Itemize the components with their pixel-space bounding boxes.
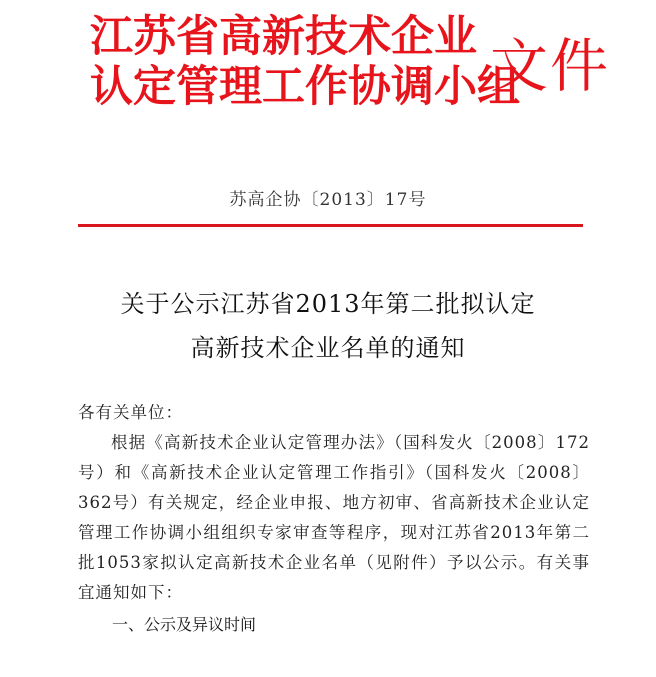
section-heading: 一、公示及异议时间 — [112, 615, 257, 634]
issuing-organization — [90, 12, 520, 112]
notice-body — [78, 398, 590, 640]
letterhead — [90, 12, 610, 122]
document-number: 苏高企协〔2013〕17号 — [229, 190, 427, 210]
org-name-line-1: 江苏省高新技术企业 — [90, 12, 477, 62]
body-paragraph: 根据《高新技术企业认定管理办法》（国科发火〔2008〕172号）和《高新技术企业认定管理工作指引》（国科发火〔2008〕362号）有关规定，经企业申报、地方初审、省高新技术企业认定管理工作协调小组组织专家审查等程序，现对江苏省2013年第二批1053家拟认定高新技术企业名单（见附件）予以公示。有关事宜通知如下： — [78, 433, 590, 602]
notice-title — [0, 282, 656, 370]
title-line-2: 高新技术企业名单的通知 — [190, 334, 466, 362]
title-line-1: 关于公示江苏省2013年第二批拟认定 — [120, 290, 536, 318]
document-word: 文件 — [490, 32, 611, 100]
salutation: 各有关单位： — [78, 403, 183, 422]
org-name-line-2: 认定管理工作协调小组 — [90, 62, 520, 112]
red-divider-line — [78, 224, 583, 227]
